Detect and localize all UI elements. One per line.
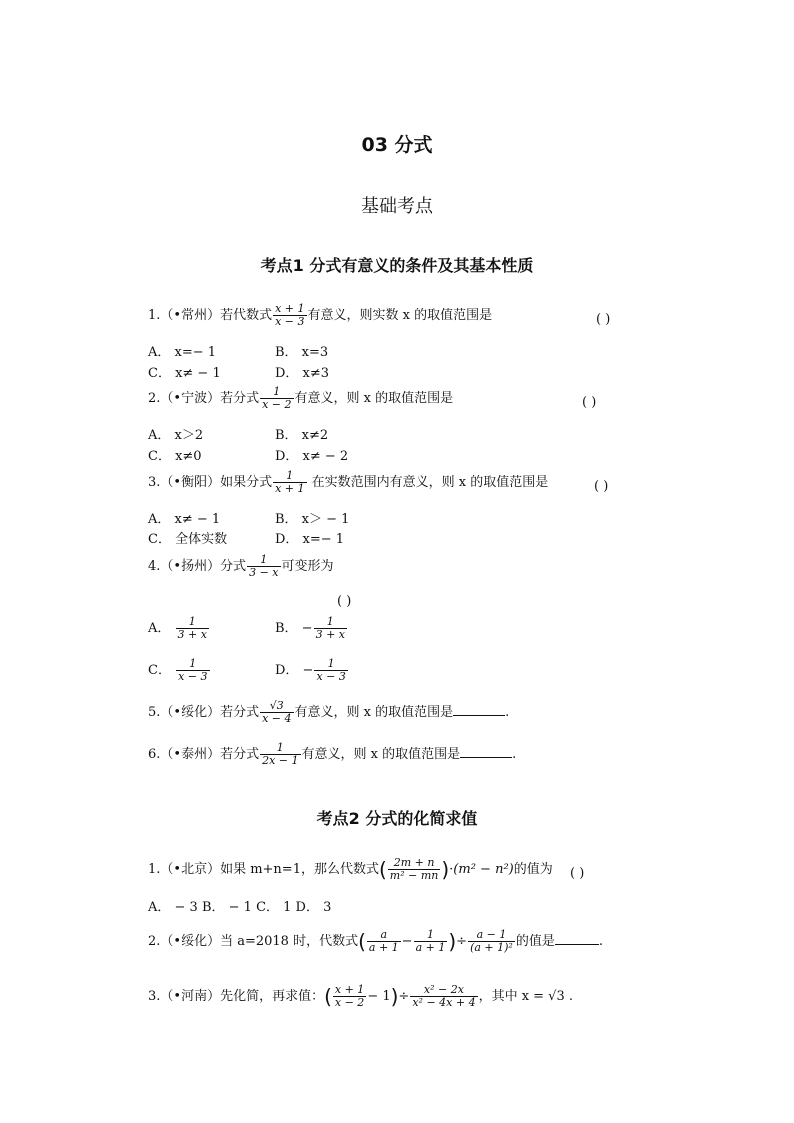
numerator: a (380, 928, 388, 941)
denominator: 3 + x (177, 628, 207, 641)
left-paren: ( (378, 857, 387, 882)
operator: − (401, 934, 413, 949)
question-1-6 (148, 742, 516, 767)
denominator: 3 − x (249, 566, 279, 579)
question-text: 的值是 (515, 934, 555, 949)
fraction (273, 303, 306, 328)
denominator: a + 1 (368, 941, 399, 954)
denominator: x − 2 (334, 996, 365, 1009)
numerator: 1 (188, 615, 196, 628)
denominator: x² − 4x + 4 (412, 996, 476, 1009)
numerator: 2m + n (393, 856, 435, 869)
left-paren: ( (324, 984, 332, 1009)
question-text: 3.（•河南）先化简，再求值： (148, 989, 325, 1004)
left-paren: ( (358, 929, 366, 954)
period: . (505, 705, 510, 720)
section-title: 基础考点 (361, 196, 433, 217)
question-1-3 (148, 470, 548, 495)
fraction (414, 929, 448, 954)
option-a (148, 616, 210, 641)
option-label: A． (148, 621, 171, 636)
denominator: m² − mn (389, 869, 439, 882)
option-label: C． (148, 663, 171, 678)
fraction (260, 386, 293, 411)
option-d: D． x=− 1 (275, 532, 345, 547)
numerator: 1 (426, 928, 434, 941)
denominator: (a + 1)² (470, 941, 513, 954)
answer-blank[interactable] (453, 703, 505, 716)
option-b: B． x=3 (275, 345, 329, 360)
question-text: ，其中 x = √3 . (478, 989, 574, 1004)
denominator: x − 3 (275, 315, 305, 328)
option-a: A． x=− 1 (148, 345, 217, 360)
question-1-4 (148, 554, 334, 579)
numerator: a − 1 (476, 928, 507, 941)
option-a: A． x≠ − 1 (148, 512, 221, 527)
question-text: 1.（•北京）如果 m+n=1，那么代数式 (148, 862, 379, 877)
fraction (367, 929, 401, 954)
question-text: 有意义，则 x 的取值范围是 (294, 391, 454, 406)
question-text: 有意义，则实数 x 的取值范围是 (307, 308, 493, 323)
fraction (260, 742, 300, 767)
question-text: 可变形为 (281, 559, 334, 574)
question-text: 1.（•常州）若代数式 (148, 308, 273, 323)
point2-heading: 考点2 分式的化简求值 (316, 809, 478, 828)
fraction (314, 658, 347, 683)
denominator: x + 1 (275, 482, 305, 495)
numerator: 1 (326, 615, 334, 628)
answer-paren: ( ) (594, 479, 609, 494)
fraction (176, 658, 209, 683)
question-1-1 (148, 303, 492, 328)
answer-paren: ( ) (582, 395, 597, 410)
option-d: D． x≠3 (275, 366, 330, 381)
question-2-3 (148, 984, 573, 1009)
option-label: B． − (275, 621, 313, 636)
fraction (388, 857, 441, 882)
fraction (314, 616, 347, 641)
question-text: 3.（•衡阳）如果分式 (148, 475, 273, 490)
fraction (176, 616, 209, 641)
numerator: 1 (273, 385, 281, 398)
page-title: 03 分式 (361, 134, 433, 156)
option-c: C． x≠ − 1 (148, 366, 221, 381)
question-text: 5.（•绥化）若分式 (148, 705, 260, 720)
option-c: C． 全体实数 (148, 532, 228, 547)
numerator: x² − 2x (423, 983, 464, 996)
period: . (598, 934, 603, 949)
right-paren: ) (441, 857, 450, 882)
question-text: 4.（•扬州）分式 (148, 559, 247, 574)
answer-blank[interactable] (555, 932, 599, 945)
question-text: 有意义，则 x 的取值范围是 (294, 705, 454, 720)
question-text: 有意义，则 x 的取值范围是 (301, 747, 461, 762)
fraction (273, 470, 306, 495)
numerator: 1 (260, 553, 268, 566)
point1-heading: 考点1 分式有意义的条件及其基本性质 (260, 256, 534, 275)
question-text: 2.（•绥化）当 a=2018 时，代数式 (148, 934, 359, 949)
numerator: 1 (327, 657, 335, 670)
denominator: 2x − 1 (262, 754, 299, 767)
fraction (410, 984, 477, 1009)
operator: ÷ (398, 989, 410, 1004)
question-1-5 (148, 700, 509, 725)
right-paren: ) (448, 929, 457, 954)
expression: − 1 (367, 989, 391, 1004)
question-text: 6.（•泰州）若分式 (148, 747, 260, 762)
fraction (468, 929, 515, 954)
numerator: x + 1 (275, 302, 305, 315)
numerator: √3 (269, 699, 284, 712)
right-paren: ) (390, 984, 399, 1009)
question-1-2 (148, 386, 453, 411)
answer-paren: ( ) (337, 594, 352, 609)
operator: ÷ (456, 934, 468, 949)
option-d: D． x≠ − 2 (275, 449, 349, 464)
denominator: 3 + x (315, 628, 346, 641)
denominator: a + 1 (415, 941, 446, 954)
numerator: 1 (276, 741, 284, 754)
option-a: A． x＞2 (148, 428, 204, 443)
fraction (247, 554, 280, 579)
option-d (275, 658, 349, 683)
numerator: 1 (189, 657, 197, 670)
option-b: B． x＞ − 1 (275, 512, 350, 527)
option-b (275, 616, 348, 641)
period: . (512, 747, 517, 762)
answer-blank[interactable] (460, 745, 512, 758)
fraction (333, 984, 366, 1009)
question-text: 在实数范围内有意义，则 x 的取值范围是 (311, 475, 549, 490)
answer-paren: ( ) (596, 312, 611, 327)
option-label: D． − (275, 663, 314, 678)
expression: ·(m² − n²) (449, 862, 514, 877)
question-text: 的值为 (513, 862, 553, 877)
question-2-1 (148, 857, 553, 882)
denominator: x − 2 (262, 398, 292, 411)
answer-paren: ( ) (570, 866, 585, 881)
numerator: 1 (286, 469, 294, 482)
question-2-2 (148, 929, 603, 954)
options: A． − 3 B． − 1 C． 1 D． 3 (148, 900, 332, 915)
option-b: B． x≠2 (275, 428, 329, 443)
denominator: x − 3 (316, 670, 346, 683)
question-text: 2.（•宁波）若分式 (148, 391, 260, 406)
fraction (260, 700, 293, 725)
option-c (148, 658, 211, 683)
denominator: x − 4 (262, 712, 292, 725)
option-c: C． x≠0 (148, 449, 202, 464)
denominator: x − 3 (178, 670, 208, 683)
numerator: x + 1 (334, 983, 365, 996)
